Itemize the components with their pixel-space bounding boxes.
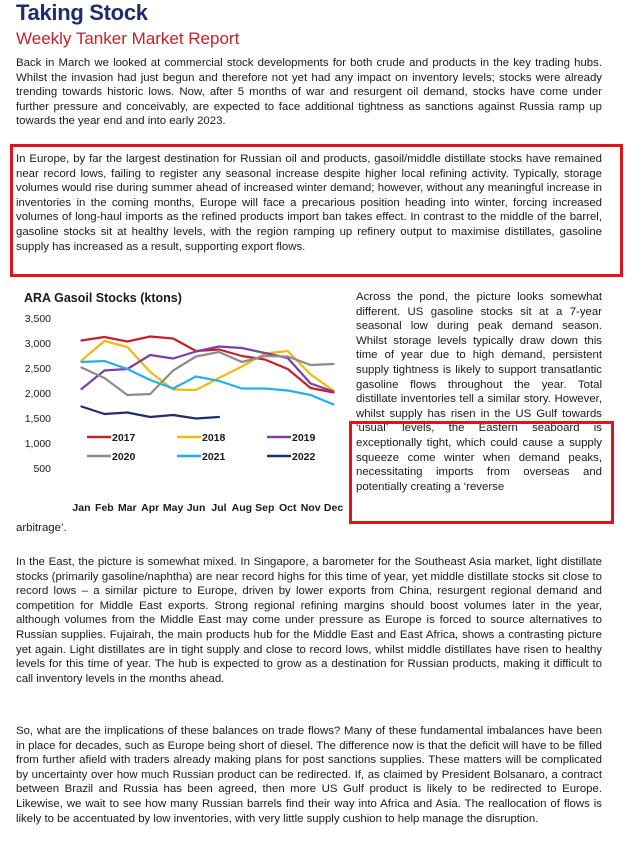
x-tick-label: Sep	[255, 502, 275, 514]
chart-title: ARA Gasoil Stocks (ktons)	[24, 291, 182, 305]
legend-label-2019: 2019	[292, 432, 316, 444]
east-paragraph: In the East, the picture is somewhat mixed. In Singapore, a barometer for the Southeast Asia market, light distillate stocks (primarily gasoline/naphtha) are near record highs for this time of year, yet middle distillate stocks sit close to record lows – a similar picture to Europe, driven by lower exports from China, resurgent regional demand and competition for Middle East exports. Strong regional refining margins should boost volumes later in the year, although volumes from the Middle East may come under pressure as Europe is forced to source alternatives to Russian supplies. Fujairah, the main products hub for the Middle East and East Africa, shows a contrasting picture yet again. Light distillates are in tight supply and close to record lows, whilst middle distillates have risen to healthy levels for this time of year. The hub is expected to grow as a destination for Russian products, making it difficult to call inventory levels in the months ahead.	[16, 556, 602, 685]
ara-gasoil-chart	[0, 305, 350, 517]
x-tick-label: Jan	[72, 502, 91, 514]
x-tick-label: Aug	[231, 502, 253, 514]
report-title: Taking Stock	[16, 0, 148, 25]
y-tick-label: 500	[33, 463, 51, 475]
x-tick-label: Jun	[186, 502, 206, 514]
x-tick-label: Dec	[323, 502, 344, 514]
y-tick-label: 3,500	[24, 313, 51, 325]
report-subtitle: Weekly Tanker Market Report	[16, 29, 240, 48]
legend-label-2020: 2020	[112, 451, 136, 463]
series-line-2022	[82, 407, 220, 419]
x-tick-label: Jul	[211, 502, 227, 514]
us-paragraph: Across the pond, the picture looks somewhat different. US gasoline stocks sit at a 7-year seasonal low during peak demand season. Whilst storage levels typically draw down this time of year due to high demand, persistent supply tightness is likely to support transatlantic gasoline flows throughout the year. Total distillate inventories tell a similar story. However, whilst supply has risen in the US Gulf towards ‘usual’ levels, the Eastern seaboard is exceptionally tight, which could cause a supply squeeze come winter when demand peaks, necessitating imports from overseas and potentially creating a ‘reverse	[356, 291, 602, 493]
y-tick-label: 3,000	[24, 338, 51, 350]
legend-label-2018: 2018	[202, 432, 226, 444]
x-tick-label: Mar	[117, 502, 137, 514]
y-tick-label: 2,500	[24, 363, 51, 375]
legend-label-2021: 2021	[202, 451, 226, 463]
implications-paragraph: So, what are the implications of these balances on trade flows? Many of these fundamental imbalances have been in place for decades, such as Europe being short of diesel. The difference now is that the deficit will have to be filled from further afield with traders already making plans for post sanctions supplies. These matters will be complicated by uncertainty over how much Russian product can be redirected. If, as claimed by President Bolsanaro, a contract between Brazil and Russia has been agreed, then more US Gulf product is likely to be redirected to Europe. Likewise, we wait to see how many Russian barrels find their way into Africa and Asia. The reallocation of flows is likely to be accentuated by low inventories, with very little supply cushion to help manage the disruption.	[16, 725, 602, 825]
europe-paragraph: In Europe, by far the largest destination for Russian oil and products, gasoil/middle distillate stocks have remained near record lows, failing to register any seasonal increase despite higher local refining activity. Typically, storage volumes would rise during summer ahead of increased winter demand; however, without any meaningful increase in inventories in the coming months, Europe will face a precarious position heading into winter, forcing increased volumes of long-haul imports as the refined products import ban takes effect. In contrast to the middle of the barrel, gasoline stocks sit at healthy levels, with the region ramping up refinery output to maximise distillates, gasoline supply has increased as a result, supporting export flows.	[16, 153, 602, 253]
y-tick-label: 1,000	[24, 438, 51, 450]
series-line-2020	[82, 352, 334, 395]
x-tick-label: Feb	[95, 502, 114, 514]
x-tick-label: May	[162, 502, 184, 514]
x-tick-label: Nov	[300, 502, 321, 514]
y-tick-label: 1,500	[24, 413, 51, 425]
intro-paragraph: Back in March we looked at commercial stock developments for both crude and products in the key trading hubs. Whilst the invasion had just begun and therefore not yet had any impact on inventory levels; stocks were already trending towards historic lows. Now, after 5 months of war and resurgent oil demand, stocks have come under further pressure and conceivably, are expected to face additional tightness as sanctions against Russia ramp up towards the year end and into early 2023.	[16, 57, 602, 128]
us-paragraph-tail: arbitrage’.	[16, 522, 67, 534]
x-tick-label: Apr	[141, 502, 160, 514]
legend-label-2017: 2017	[112, 432, 136, 444]
legend-label-2022: 2022	[292, 451, 316, 463]
x-tick-label: Oct	[278, 502, 297, 514]
y-tick-label: 2,000	[24, 388, 51, 400]
